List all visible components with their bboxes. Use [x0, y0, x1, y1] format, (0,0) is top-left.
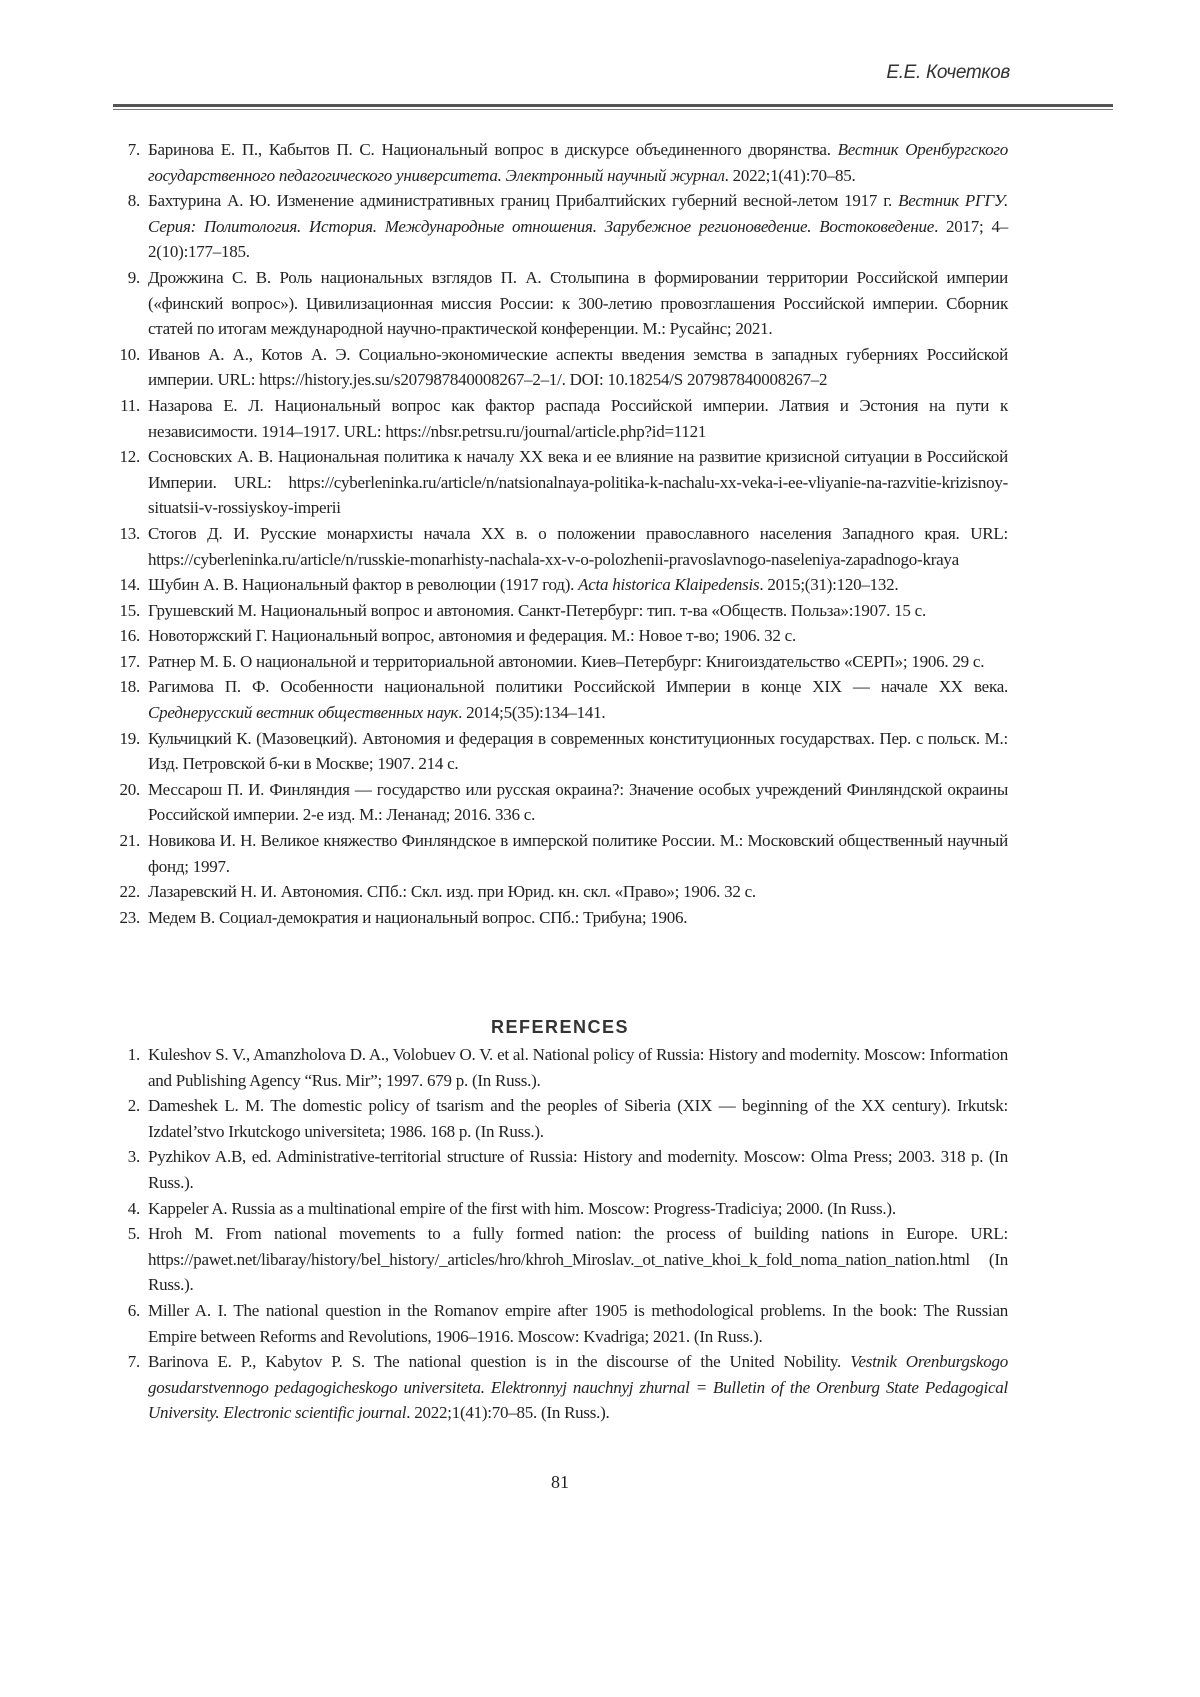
reference-segment: Стогов Д. И. Русские монархисты начала XX в. о положении православного населения Западного края. URL: https://cyberleninka.ru/article/n/russkie-monarhisty-nachala-xx-v-o-polozhenii-pravoslavnogo-naseleniya-zapadnogo-kraya	[148, 524, 1008, 569]
reference-number: 20.	[112, 777, 148, 828]
reference-segment: Сосновских А. В. Национальная политика к началу XX века и ее влияние на развитие кризисной ситуации в Российской Империи. URL: https://cyberleninka.ru/article/n/natsionalnaya-politika-k-nachalu-xx-veka-i-ee-vliyanie-na-razvitie-krizisnoy-situatsii-v-rossiyskoy-imperii	[148, 447, 1008, 517]
reference-item	[112, 1349, 1008, 1426]
reference-number: 2.	[112, 1093, 148, 1144]
reference-text	[148, 674, 1008, 725]
reference-segment: Ратнер М. Б. О национальной и территориальной автономии. Киев–Петербург: Книгоиздательство «СЕРП»; 1906. 29 с.	[148, 652, 984, 671]
reference-item	[112, 674, 1008, 725]
reference-segment: Бахтурина А. Ю. Изменение административных границ Прибалтийских губерний весной-летом 1917 г.	[148, 191, 898, 210]
page-number: 81	[0, 1472, 1120, 1493]
reference-number: 10.	[112, 342, 148, 393]
reference-segment: Новикова И. Н. Великое княжество Финляндское в имперской политике России. М.: Московский общественный научный фонд; 1997.	[148, 831, 1008, 876]
reference-number: 21.	[112, 828, 148, 879]
reference-text	[148, 649, 1008, 675]
reference-item	[112, 879, 1008, 905]
reference-text	[148, 1093, 1008, 1144]
reference-number: 4.	[112, 1196, 148, 1222]
reference-item	[112, 137, 1008, 188]
reference-item	[112, 598, 1008, 624]
references-list-en	[112, 1042, 1008, 1426]
reference-item	[112, 1221, 1008, 1298]
reference-segment: Дрожжина С. В. Роль национальных взглядов П. А. Столыпина в формировании территории Российской империи («финский вопрос»). Цивилизационная миссия России: к 300-летию провозглашения Российской империи. Сборник статей по итогам международной научно-практической конференции. М.: Русайнс; 2021.	[148, 268, 1008, 338]
reference-segment: Грушевский М. Национальный вопрос и автономия. Санкт-Петербург: тип. т-ва «Обществ. Польза»:1907. 15 с.	[148, 601, 926, 620]
reference-number: 14.	[112, 572, 148, 598]
reference-source-italic: Среднерусский вестник общественных наук	[148, 703, 458, 722]
reference-segment: Назарова Е. Л. Национальный вопрос как фактор распада Российской империи. Латвия и Эстония на пути к независимости. 1914–1917. URL: https://nbsr.petrsu.ru/journal/article.php?id=1121	[148, 396, 1008, 441]
reference-segment: . 2022;1(41):70–85.	[725, 166, 856, 185]
reference-number: 5.	[112, 1221, 148, 1298]
reference-number: 17.	[112, 649, 148, 675]
reference-segment: Кульчицкий К. (Мазовецкий). Автономия и федерация в современных конституционных государствах. Пер. с польск. М.: Изд. Петровской б-ки в Москве; 1907. 214 с.	[148, 729, 1008, 774]
reference-item	[112, 265, 1008, 342]
running-header-author: Е.Е. Кочетков	[886, 62, 1010, 84]
reference-segment: Иванов А. А., Котов А. Э. Социально-экономические аспекты введения земства в западных губерниях Российской империи. URL: https://history.jes.su/s207987840008267–2–1/. DOI: 10.18254/S 207987840008267–2	[148, 345, 1008, 390]
reference-segment: Новоторжский Г. Национальный вопрос, автономия и федерация. М.: Новое т-во; 1906. 32 с.	[148, 626, 796, 645]
reference-item	[112, 1144, 1008, 1195]
reference-number: 13.	[112, 521, 148, 572]
reference-segment: . 2017; 4–2(10):177–185.	[148, 217, 1008, 262]
reference-item	[112, 1196, 1008, 1222]
reference-item	[112, 777, 1008, 828]
reference-item	[112, 1093, 1008, 1144]
reference-source-italic: Vestnik Orenburgskogo gosudarstvennogo pedagogicheskogo universiteta. Elektronnyj nauchnyj zhurnal = Bulletin of the Orenburg State Pedagogical University. Electronic scientific journal	[148, 1352, 1008, 1422]
reference-text	[148, 188, 1008, 265]
reference-text	[148, 905, 1008, 931]
header-divider	[113, 104, 1113, 107]
reference-text	[148, 598, 1008, 624]
reference-item	[112, 188, 1008, 265]
reference-number: 22.	[112, 879, 148, 905]
reference-item	[112, 649, 1008, 675]
reference-number: 1.	[112, 1042, 148, 1093]
reference-text	[148, 265, 1008, 342]
reference-segment: . 2015;(31):120–132.	[759, 575, 898, 594]
reference-number: 9.	[112, 265, 148, 342]
reference-segment: . 2022;1(41):70–85. (In Russ.).	[406, 1403, 609, 1422]
reference-text	[148, 1144, 1008, 1195]
reference-text	[148, 342, 1008, 393]
reference-number: 16.	[112, 623, 148, 649]
reference-item	[112, 623, 1008, 649]
reference-number: 18.	[112, 674, 148, 725]
reference-text	[148, 1221, 1008, 1298]
reference-number: 23.	[112, 905, 148, 931]
reference-item	[112, 444, 1008, 521]
reference-source-italic: Вестник Оренбургского государственного педагогического университета. Электронный научный журнал	[148, 140, 1008, 185]
reference-item	[112, 521, 1008, 572]
reference-segment: . 2014;5(35):134–141.	[458, 703, 605, 722]
reference-segment: Лазаревский Н. И. Автономия. СПб.: Скл. изд. при Юрид. кн. скл. «Право»; 1906. 32 с.	[148, 882, 756, 901]
reference-number: 19.	[112, 726, 148, 777]
references-heading: REFERENCES	[0, 1017, 1120, 1038]
reference-text	[148, 1298, 1008, 1349]
reference-item	[112, 1298, 1008, 1349]
reference-source-italic: Вестник РГГУ. Серия: Политология. История. Международные отношения. Зарубежное регионоведение. Востоковедение	[148, 191, 1008, 236]
reference-text	[148, 879, 1008, 905]
reference-segment: Miller A. I. The national question in the Romanov empire after 1905 is methodological problems. In the book: The Russian Empire between Reforms and Revolutions, 1906–1916. Moscow: Kvadriga; 2021. (In Russ.).	[148, 1301, 1008, 1346]
reference-number: 7.	[112, 1349, 148, 1426]
reference-segment: Баринова Е. П., Кабытов П. С. Национальный вопрос в дискурсе объединенного дворянства.	[148, 140, 838, 159]
reference-segment: Шубин А. В. Национальный фактор в революции (1917 год).	[148, 575, 578, 594]
reference-segment: Hroh M. From national movements to a fully formed nation: the process of building nations in Europe. URL: https://pawet.net/libaray/history/bel_history/_articles/hro/khroh_Miroslav._ot_native_khoi_k_fold_noma_nation_nation.html (In Russ.).	[148, 1224, 1008, 1294]
reference-number: 12.	[112, 444, 148, 521]
reference-item	[112, 828, 1008, 879]
reference-segment: Dameshek L. M. The domestic policy of tsarism and the peoples of Siberia (XIX — beginning of the XX century). Irkutsk: Izdatel’stvo Irkutckogo universiteta; 1986. 168 p. (In Russ.).	[148, 1096, 1008, 1141]
reference-text	[148, 1196, 1008, 1222]
reference-text	[148, 828, 1008, 879]
reference-text	[148, 393, 1008, 444]
reference-number: 11.	[112, 393, 148, 444]
reference-text	[148, 623, 1008, 649]
reference-item	[112, 905, 1008, 931]
reference-text	[148, 572, 1008, 598]
reference-number: 15.	[112, 598, 148, 624]
reference-segment: Мессарош П. И. Финляндия — государство или русская окраина?: Значение особых учреждений Финляндской окраины Российской империи. 2-е изд. М.: Ленанад; 2016. 336 с.	[148, 780, 1008, 825]
reference-item	[112, 726, 1008, 777]
header-divider-thin	[113, 109, 1113, 110]
reference-item	[112, 1042, 1008, 1093]
reference-number: 6.	[112, 1298, 148, 1349]
reference-segment: Pyzhikov A.B, ed. Administrative-territorial structure of Russia: History and modernity. Moscow: Olma Press; 2003. 318 p. (In Russ.).	[148, 1147, 1008, 1192]
bibliography-list-ru	[112, 137, 1008, 930]
reference-text	[148, 1349, 1008, 1426]
reference-source-italic: Acta historica Klaipedensis	[578, 575, 759, 594]
reference-text	[148, 777, 1008, 828]
reference-number: 3.	[112, 1144, 148, 1195]
reference-number: 7.	[112, 137, 148, 188]
reference-segment: Kuleshov S. V., Amanzholova D. A., Volobuev O. V. et al. National policy of Russia: History and modernity. Moscow: Information and Publishing Agency “Rus. Mir”; 1997. 679 p. (In Russ.).	[148, 1045, 1008, 1090]
reference-segment: Kappeler A. Russia as a multinational empire of the first with him. Moscow: Progress-Tradiciya; 2000. (In Russ.).	[148, 1199, 896, 1218]
reference-text	[148, 1042, 1008, 1093]
reference-text	[148, 137, 1008, 188]
reference-text	[148, 444, 1008, 521]
reference-item	[112, 342, 1008, 393]
reference-number: 8.	[112, 188, 148, 265]
reference-text	[148, 521, 1008, 572]
reference-item	[112, 393, 1008, 444]
reference-text	[148, 726, 1008, 777]
reference-segment: Рагимова П. Ф. Особенности национальной политики Российской Империи в конце XIX — начале XX века.	[148, 677, 1008, 696]
reference-segment: Barinova E. P., Kabytov P. S. The national question is in the discourse of the United Nobility.	[148, 1352, 850, 1371]
reference-item	[112, 572, 1008, 598]
reference-segment: Медем В. Социал-демократия и национальный вопрос. СПб.: Трибуна; 1906.	[148, 908, 687, 927]
